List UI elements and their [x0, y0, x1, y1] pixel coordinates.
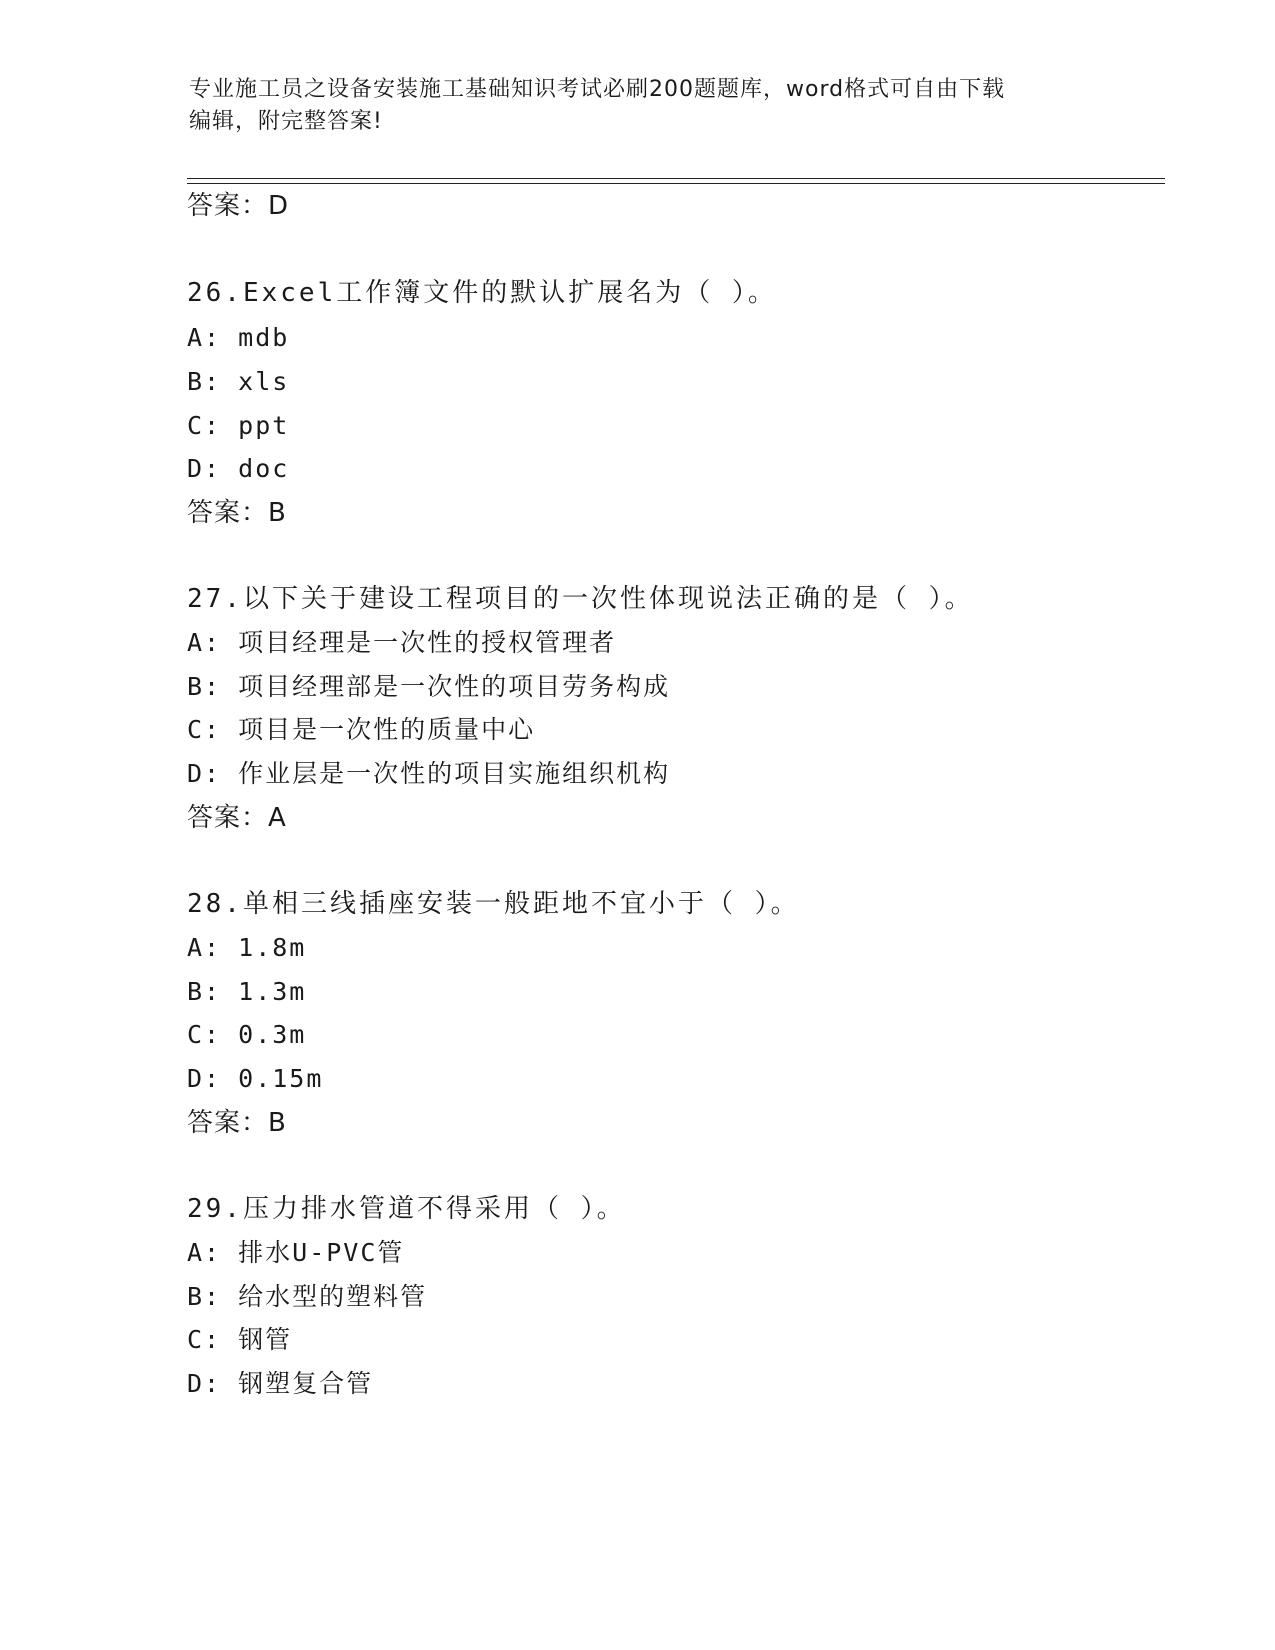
question-28-option-b: B: 1.3m	[187, 977, 307, 1006]
question-29-stem: 29.压力排水管道不得采用（ ）。	[187, 1194, 626, 1224]
question-28-option-a: A: 1.8m	[187, 933, 307, 962]
question-28-option-d: D: 0.15m	[187, 1064, 324, 1093]
question-29-option-d: D: 钢塑复合管	[187, 1369, 374, 1398]
question-27-option-c: C: 项目是一次性的质量中心	[187, 715, 536, 744]
question-27-option-a: A: 项目经理是一次性的授权管理者	[187, 628, 617, 657]
question-26-option-a: A: mdb	[187, 323, 290, 352]
question-29-option-c: C: 钢管	[187, 1325, 293, 1354]
header-divider-double	[187, 183, 1165, 184]
answer-28: 答案：B	[187, 1108, 287, 1138]
question-29-option-b: B: 给水型的塑料管	[187, 1282, 428, 1311]
header-divider	[187, 178, 1165, 179]
answer-25: 答案：D	[187, 191, 290, 221]
question-29-option-a: A: 排水U-PVC管	[187, 1238, 405, 1267]
question-28-option-c: C: 0.3m	[187, 1020, 307, 1049]
question-27-option-b: B: 项目经理部是一次性的项目劳务构成	[187, 672, 671, 701]
question-27-option-d: D: 作业层是一次性的项目实施组织机构	[187, 759, 671, 788]
question-27-stem: 27.以下关于建设工程项目的一次性体现说法正确的是（ ）。	[187, 584, 974, 614]
question-26-stem: 26.Excel工作簿文件的默认扩展名为（ ）。	[187, 278, 777, 308]
answer-27: 答案：A	[187, 803, 287, 833]
question-26-option-b: B: xls	[187, 367, 290, 396]
header-title-line1: 专业施工员之设备安装施工基础知识考试必刷200题题库，word格式可自由下载	[189, 77, 1006, 102]
question-26-option-d: D: doc	[187, 454, 290, 483]
question-28-stem: 28.单相三线插座安装一般距地不宜小于（ ）。	[187, 889, 800, 919]
header-title-line2: 编辑，附完整答案!	[189, 109, 383, 134]
answer-26: 答案：B	[187, 498, 287, 528]
document-header	[189, 74, 1069, 138]
question-26-option-c: C: ppt	[187, 411, 290, 440]
